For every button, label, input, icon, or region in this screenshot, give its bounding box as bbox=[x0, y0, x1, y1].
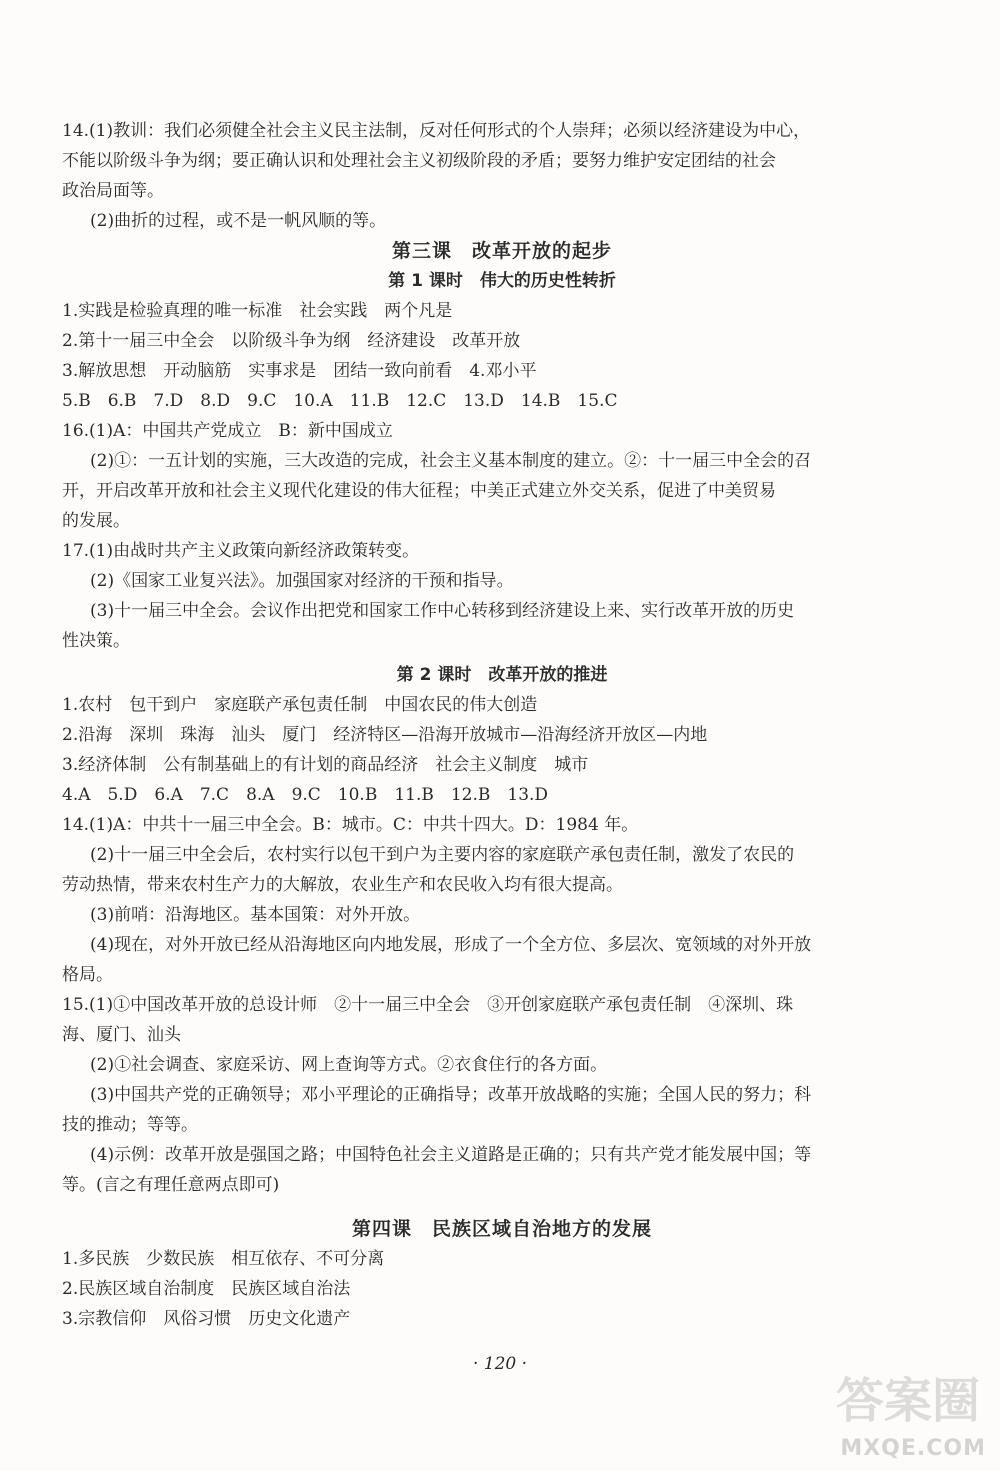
text-line: 3.解放思想 开动脑筋 实事求是 团结一致向前看 4.邓小平 bbox=[62, 361, 537, 381]
period-2-answers bbox=[62, 690, 942, 1200]
text-line: 格局。 bbox=[62, 965, 113, 985]
section-prev-answers bbox=[62, 116, 942, 236]
text-line: (3)中国共产党的正确领导；邓小平理论的正确指导；改革开放战略的实施；全国人民的努力；科 bbox=[90, 1085, 812, 1105]
lesson-4 bbox=[62, 1214, 942, 1334]
text-line: (3)十一届三中全会。会议作出把党和国家工作中心转移到经济建设上来、实行改革开放的历史 bbox=[90, 601, 795, 621]
text-line: 1.多民族 少数民族 相互依存、不可分离 bbox=[62, 1249, 385, 1269]
text-line: 16.(1)A：中国共产党成立 B：新中国成立 bbox=[62, 421, 393, 441]
text-line: (2)《国家工业复兴法》。加强国家对经济的干预和指导。 bbox=[90, 571, 514, 591]
lesson-title: 第四课 民族区域自治地方的发展 bbox=[351, 1218, 652, 1240]
text-line: 政治局面等。 bbox=[62, 181, 164, 201]
text-line: 的发展。 bbox=[62, 511, 130, 531]
text-line: (4)现在，对外开放已经从沿海地区向内地发展，形成了一个全方位、多层次、宽领域的对外开放 bbox=[90, 935, 812, 955]
text-line: (2)十一届三中全会后，农村实行以包干到户为主要内容的家庭联产承包责任制，激发了农民的 bbox=[90, 845, 795, 865]
text-line: 2.第十一届三中全会 以阶级斗争为纲 经济建设 改革开放 bbox=[62, 331, 521, 351]
text-line: (2)①：一五计划的实施，三大改造的完成，社会主义基本制度的建立。②：十一届三中全会的召 bbox=[90, 451, 812, 471]
text-line: 不能以阶级斗争为纲；要正确认识和处理社会主义初级阶段的矛盾；要努力维护安定团结的社会 bbox=[62, 151, 776, 171]
period-title: 第 2 课时 改革开放的推进 bbox=[396, 665, 608, 685]
text-line: (2)曲折的过程，或不是一帆风顺的等。 bbox=[90, 211, 387, 231]
text-line: 1.实践是检验真理的唯一标准 社会实践 两个凡是 bbox=[62, 301, 453, 321]
text-line: 技的推动；等等。 bbox=[62, 1115, 198, 1135]
text-line: 等。(言之有理任意两点即可) bbox=[62, 1175, 280, 1195]
text-line: 2.民族区域自治制度 民族区域自治法 bbox=[62, 1279, 351, 1299]
site-watermark bbox=[806, 1341, 986, 1461]
period-1-answers bbox=[62, 296, 942, 656]
text-line: 3.经济体制 公有制基础上的有计划的商品经济 社会主义制度 城市 bbox=[62, 755, 589, 775]
text-line: (4)示例：改革开放是强国之路；中国特色社会主义道路是正确的；只有共产党才能发展中国；等 bbox=[90, 1145, 812, 1165]
text-line: 性决策。 bbox=[62, 631, 130, 651]
period-title: 第 1 课时 伟大的历史性转折 bbox=[388, 271, 616, 291]
text-line: 3.宗教信仰 风俗习惯 历史文化遗产 bbox=[62, 1309, 351, 1329]
text-line: 17.(1)由战时共产主义政策向新经济政策转变。 bbox=[62, 541, 420, 561]
text-line: 5.B 6.B 7.D 8.D 9.C 10.A 11.B 12.C 13.D 14.B 15.C bbox=[62, 391, 618, 411]
text-line: 2.沿海 深圳 珠海 汕头 厦门 经济特区—沿海开放城市—沿海经济开放区—内地 bbox=[62, 725, 708, 745]
page-number: · 120 · bbox=[472, 1354, 528, 1374]
text-line: 海、厦门、汕头 bbox=[62, 1025, 181, 1045]
text-line: (2)①社会调查、家庭采访、网上查询等方式。②衣食住行的各方面。 bbox=[90, 1055, 608, 1075]
watermark-url: MXQE.COM bbox=[840, 1436, 986, 1461]
watermark-logo-text: 答案圈 bbox=[835, 1373, 980, 1429]
lesson-3 bbox=[62, 236, 942, 1200]
text-line: 4.A 5.D 6.A 7.C 8.A 9.C 10.B 11.B 12.B 13.D bbox=[62, 785, 549, 805]
text-line: 开，开启改革开放和社会主义现代化建设的伟大征程；中美正式建立外交关系，促进了中美贸易 bbox=[62, 481, 776, 501]
lesson-title: 第三课 改革开放的起步 bbox=[391, 240, 612, 262]
text-line: 劳动热情，带来农村生产力的大解放，农业生产和农民收入均有很大提高。 bbox=[62, 875, 623, 895]
text-line: 1.农村 包干到户 家庭联产承包责任制 中国农民的伟大创造 bbox=[62, 695, 538, 715]
text-line: 14.(1)教训：我们必须健全社会主义民主法制，反对任何形式的个人崇拜；必须以经济建设为中心， bbox=[62, 121, 811, 141]
text-line: 15.(1)①中国改革开放的总设计师 ②十一届三中全会 ③开创家庭联产承包责任制 ④深圳、珠 bbox=[62, 995, 794, 1015]
text-line: (3)前哨：沿海地区。基本国策：对外开放。 bbox=[90, 905, 421, 925]
text-line: 14.(1)A：中共十一届三中全会。B：城市。C：中共十四大。D：1984 年。 bbox=[62, 815, 639, 835]
